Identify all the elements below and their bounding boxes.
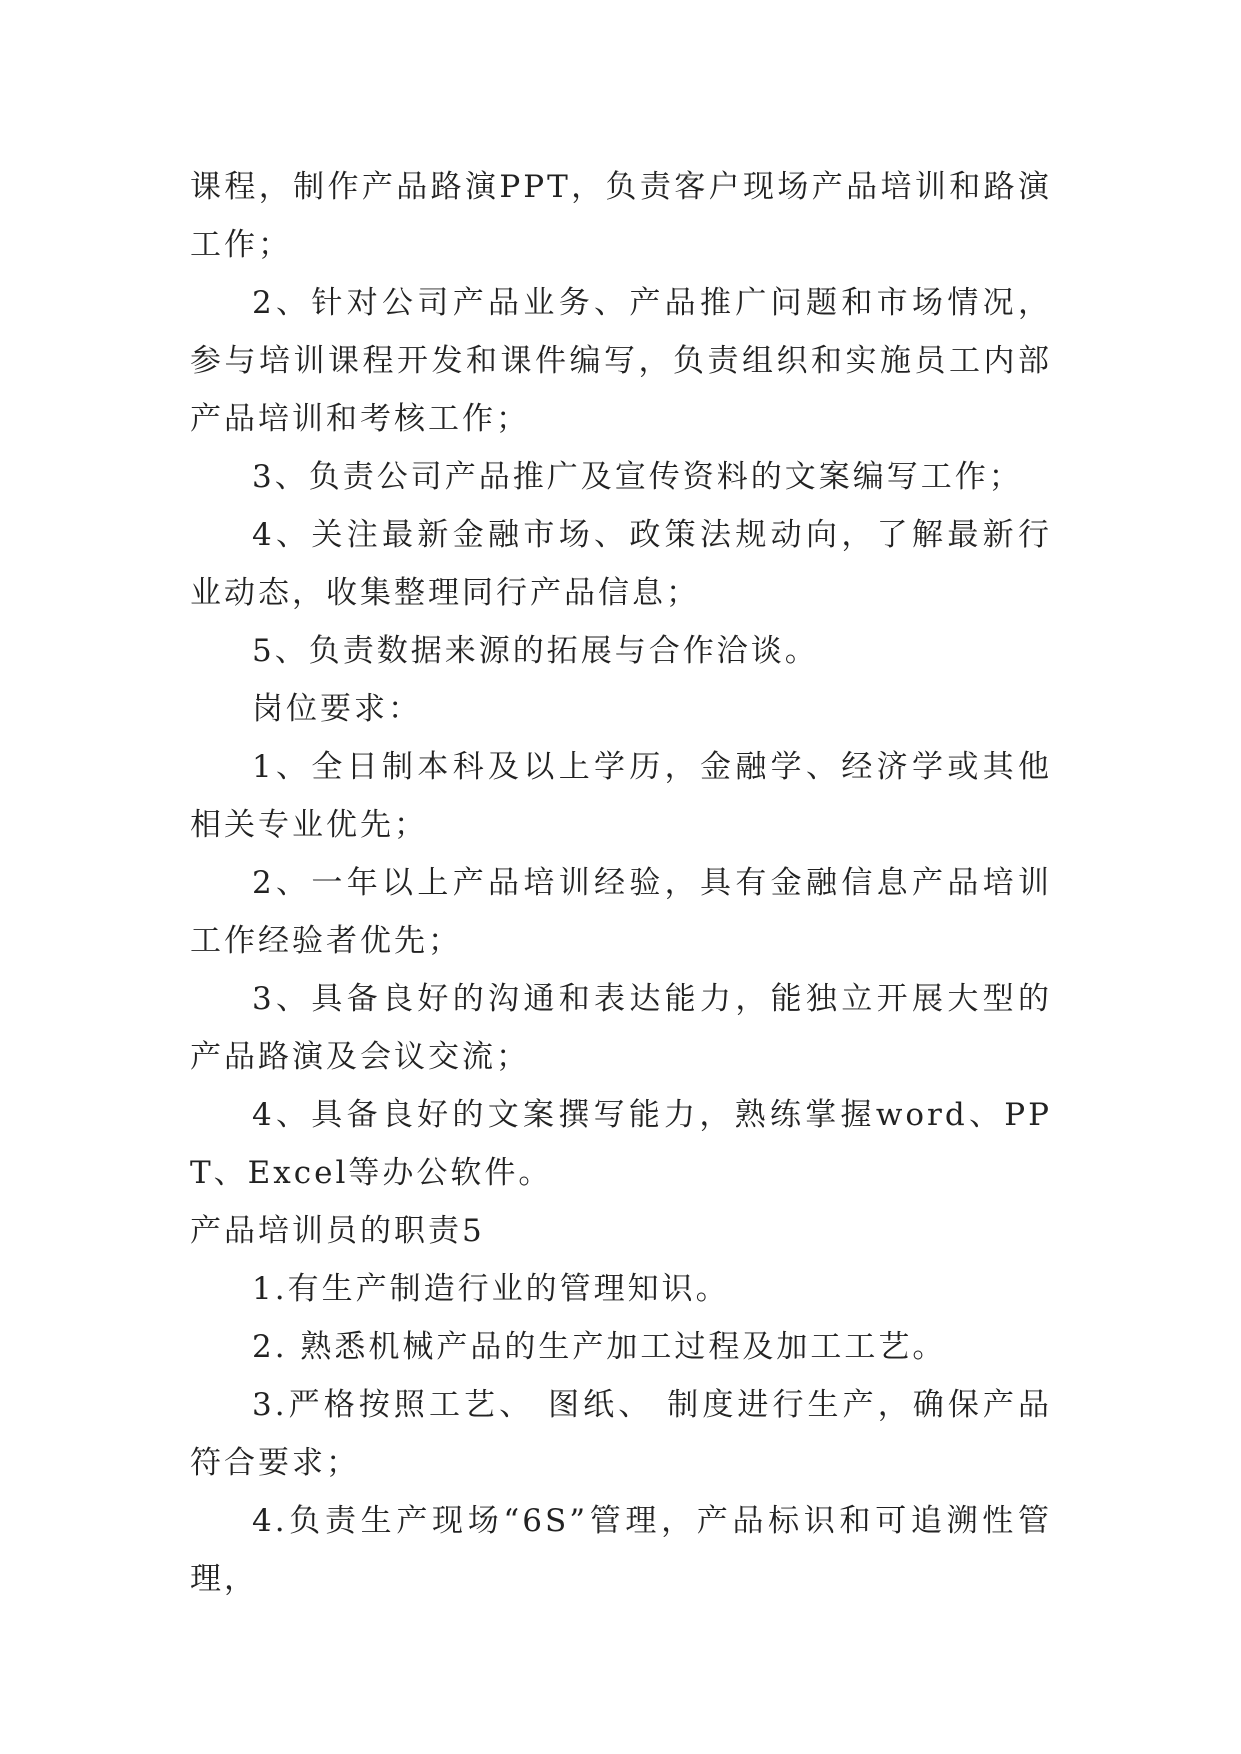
- paragraph-item-1: 1.有生产制造行业的管理知识。: [252, 1271, 730, 1307]
- paragraph-requirement-2: 2、一年以上产品培训经验，具有金融信息产品培训工作经验者优先；: [190, 865, 1052, 959]
- paragraph-item-3: 3.严格按照工艺、 图纸、 制度进行生产，确保产品符合要求；: [190, 1387, 1052, 1481]
- paragraph-duty-5: 5、负责数据来源的拓展与合作洽谈。: [252, 633, 819, 669]
- section-title-duties-5: 产品培训员的职责5: [190, 1213, 485, 1249]
- document-body: [190, 158, 1052, 1608]
- section-heading-requirements: 岗位要求：: [252, 691, 422, 727]
- paragraph-requirement-3: 3、具备良好的沟通和表达能力，能独立开展大型的产品路演及会议交流；: [190, 981, 1052, 1075]
- paragraph-duty-4: 4、关注最新金融市场、政策法规动向，了解最新行业动态，收集整理同行产品信息；: [190, 517, 1052, 611]
- paragraph-requirement-1: 1、全日制本科及以上学历，金融学、经济学或其他相关专业优先；: [190, 749, 1052, 843]
- paragraph-duty-2: 2、针对公司产品业务、产品推广问题和市场情况，参与培训课程开发和课件编写，负责组织和实施员工内部产品培训和考核工作；: [190, 285, 1052, 437]
- paragraph-duty-3: 3、负责公司产品推广及宣传资料的文案编写工作；: [252, 459, 1023, 495]
- paragraph-course-continuation: 课程，制作产品路演PPT，负责客户现场产品培训和路演工作；: [190, 169, 1052, 263]
- paragraph-item-2: 2. 熟悉机械产品的生产加工过程及加工工艺。: [252, 1329, 947, 1365]
- paragraph-item-4: 4.负责生产现场“6S”管理，产品标识和可追溯性管理，: [190, 1503, 1052, 1597]
- paragraph-requirement-4: 4、具备良好的文案撰写能力，熟练掌握word、PPT、Excel等办公软件。: [190, 1097, 1052, 1191]
